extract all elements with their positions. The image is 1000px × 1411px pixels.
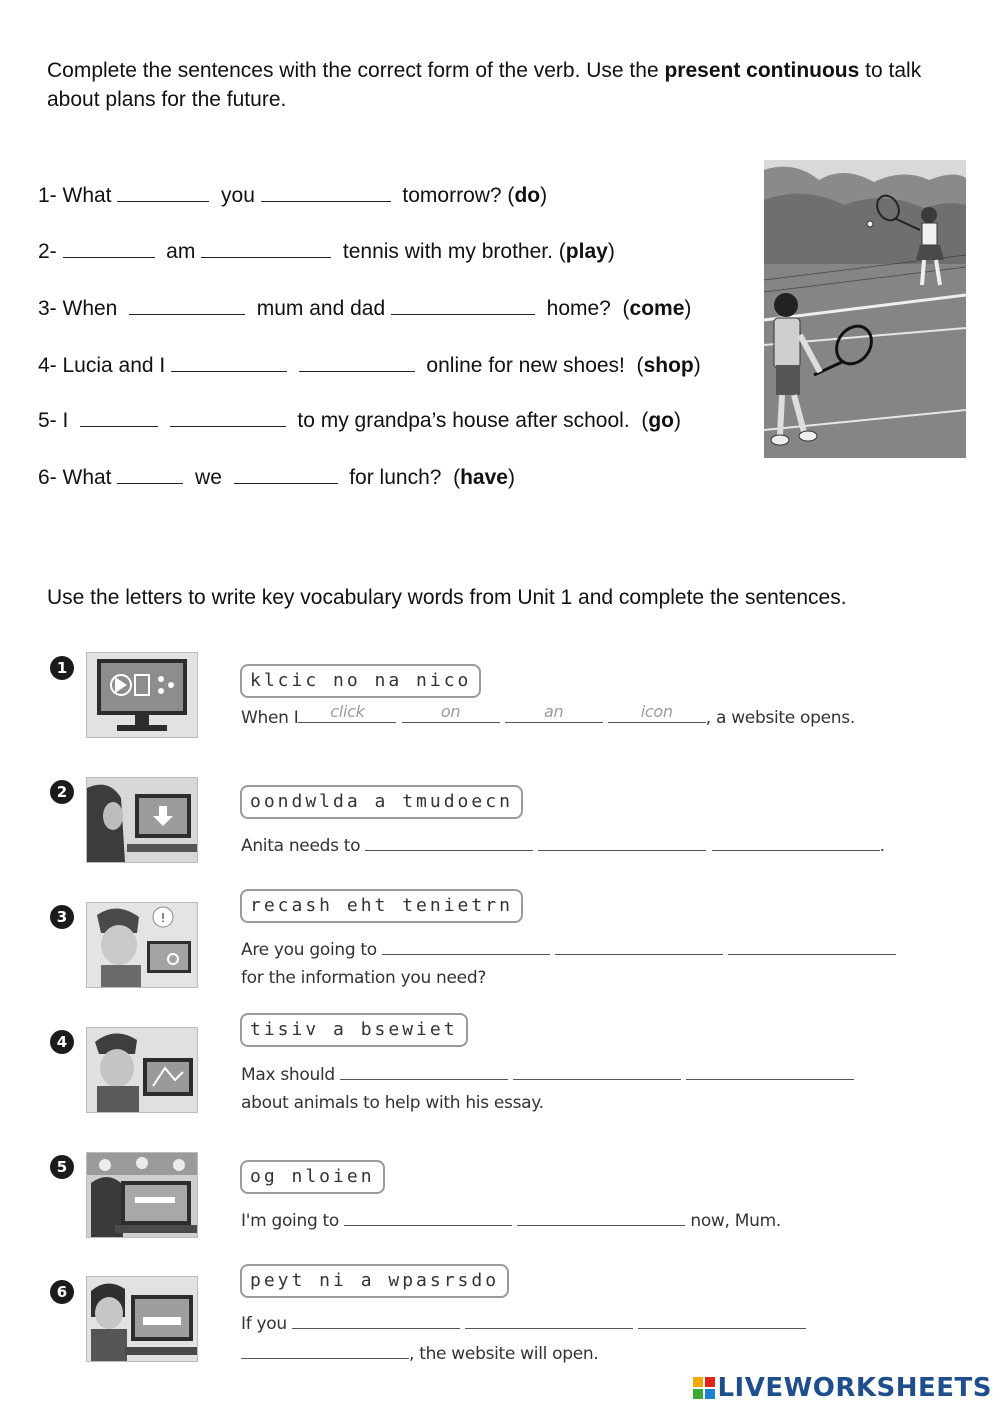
sentence-2: 2- am tennis with my brother. (play) [38, 240, 615, 263]
instruction-2: Use the letters to write key vocabulary words from Unit 1 and complete the sentences. [47, 586, 847, 609]
answer-blank[interactable] [129, 296, 245, 315]
vocab-sentence: Anita needs to . [241, 836, 885, 856]
answer-blank[interactable] [365, 834, 533, 851]
scrambled-letters: oondwlda a tmudoecn [240, 785, 523, 819]
girl-at-computer-image [86, 777, 198, 863]
vocab-sentence: When I click on an icon , a website opens. [241, 702, 855, 728]
scrambled-letters: recash eht tenietrn [240, 889, 523, 923]
answer-blank[interactable] [686, 1063, 854, 1080]
answer-blank[interactable] [513, 1063, 681, 1080]
vocab-sentence: If you [241, 1312, 806, 1334]
answer-blank[interactable] [63, 239, 155, 258]
item-number: 2 [50, 780, 74, 804]
vocab-sentence-line2: , the website will open. [241, 1342, 598, 1364]
answer-blank[interactable] [712, 834, 880, 851]
sentence-6: 6- What we for lunch? (have) [38, 466, 515, 489]
svg-text:!: ! [160, 911, 166, 925]
answer-blank[interactable] [728, 938, 896, 955]
answer-blank[interactable] [538, 834, 706, 851]
answer-blank[interactable] [234, 465, 338, 484]
scrambled-letters: klcic no na nico [240, 664, 481, 698]
answer-blank[interactable] [170, 408, 286, 427]
answer-blank[interactable] [117, 183, 209, 202]
liveworksheets-logo: LIVEWORKSHEETS [693, 1373, 992, 1403]
scrambled-letters: tisiv a bsewiet [240, 1013, 468, 1047]
laptop-image [86, 1152, 198, 1238]
answer-blank[interactable]: on [402, 706, 500, 723]
answer-blank[interactable] [382, 938, 550, 955]
boy-searching-image [86, 902, 198, 988]
answer-blank[interactable]: click [298, 706, 396, 723]
vocab-sentence: Max should [241, 1063, 854, 1085]
computer-screen-image [86, 652, 198, 738]
answer-blank[interactable]: icon [608, 706, 706, 723]
instruction-1: Complete the sentences with the correct form of the verb. Use the present continuous to talk about plans for the future. [47, 59, 922, 111]
answer-blank[interactable] [241, 1342, 409, 1359]
answer-blank[interactable] [80, 408, 158, 427]
sentence-1: 1- What you tomorrow? (do) [38, 184, 548, 207]
scrambled-letters: og nloien [240, 1160, 385, 1194]
sentence-5: 5- I to my grandpa’s house after school. (go) [38, 409, 681, 432]
password-screen-image [86, 1276, 198, 1362]
answer-blank[interactable] [292, 1312, 460, 1329]
answer-blank[interactable] [555, 938, 723, 955]
item-number: 3 [50, 905, 74, 929]
answer-blank[interactable] [465, 1312, 633, 1329]
answer-blank[interactable] [344, 1209, 512, 1226]
item-number: 1 [50, 656, 74, 680]
scrambled-letters: peyt ni a wpasrsdo [240, 1264, 509, 1298]
tennis-illustration [764, 160, 966, 458]
item-number: 5 [50, 1155, 74, 1179]
answer-blank[interactable] [117, 465, 183, 484]
item-number: 6 [50, 1280, 74, 1304]
answer-blank[interactable] [299, 353, 415, 372]
vocab-sentence-line2: for the information you need? [241, 968, 487, 988]
answer-blank[interactable] [340, 1063, 508, 1080]
answer-blank[interactable] [201, 239, 331, 258]
sentence-3: 3- When mum and dad home? (come) [38, 297, 692, 320]
vocab-sentence: Are you going to [241, 938, 896, 960]
boy-at-computer-image [86, 1027, 198, 1113]
answer-blank[interactable] [638, 1312, 806, 1329]
answer-blank[interactable] [391, 296, 535, 315]
logo-icon [693, 1376, 715, 1398]
item-number: 4 [50, 1030, 74, 1054]
vocab-sentence-line2: about animals to help with his essay. [241, 1093, 544, 1113]
sentence-4: 4- Lucia and I online for new shoes! (shop) [38, 354, 701, 377]
answer-blank[interactable] [261, 183, 391, 202]
answer-blank[interactable] [517, 1209, 685, 1226]
answer-blank[interactable]: an [505, 706, 603, 723]
answer-blank[interactable] [171, 353, 287, 372]
vocab-sentence: I'm going to now, Mum. [241, 1211, 781, 1231]
